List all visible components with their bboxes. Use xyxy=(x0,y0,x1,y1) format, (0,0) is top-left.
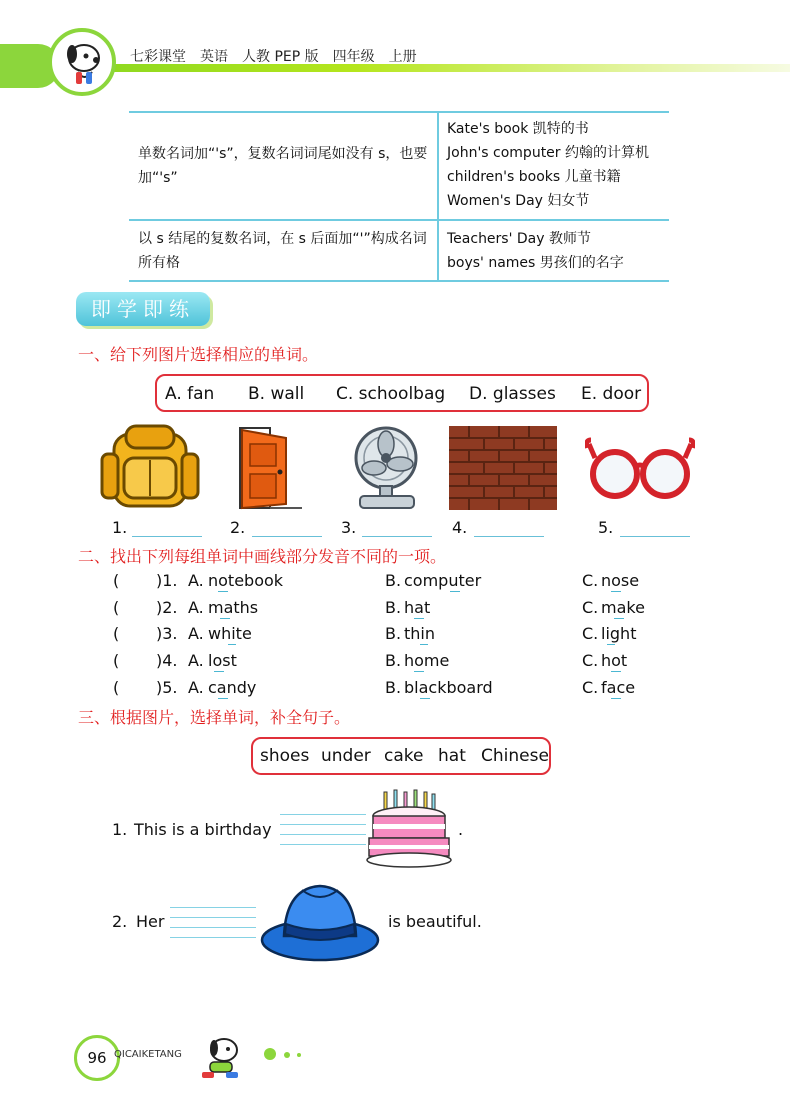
underline-mark xyxy=(607,644,615,645)
section-badge: 即学即练 xyxy=(76,292,210,326)
underline-mark xyxy=(228,644,236,645)
decorative-dot xyxy=(284,1052,290,1058)
dog-mascot-icon xyxy=(52,32,112,92)
option-b-label: B. xyxy=(385,598,402,617)
picture-number: 2. xyxy=(230,518,246,537)
schoolbag-picture xyxy=(100,424,200,510)
answer-blank[interactable] xyxy=(362,535,432,537)
example: Teachers' Day 教师节 xyxy=(447,231,591,247)
option-b-label: B. xyxy=(385,678,402,697)
option-c-word: nose xyxy=(601,571,640,590)
word-option: B. wall xyxy=(248,384,305,404)
answer-blank[interactable] xyxy=(132,535,202,537)
answer-lines[interactable] xyxy=(280,805,366,845)
answer-lines[interactable] xyxy=(170,898,256,938)
option-b-word: blackboard xyxy=(404,678,493,697)
sentence-number: 2. xyxy=(112,912,128,931)
mascot-logo xyxy=(48,28,116,96)
underline-mark xyxy=(614,618,624,619)
table-row-2-rule: 以 s 结尾的复数名词，在 s 后面加“'”构成名词所有格 xyxy=(138,231,427,271)
option-b-word: hat xyxy=(404,598,431,617)
underline-mark xyxy=(218,591,228,592)
table-top-border xyxy=(129,111,669,113)
picture-number: 4. xyxy=(452,518,468,537)
example: Women's Day 妇女节 xyxy=(447,193,590,209)
brick-wall-picture xyxy=(449,426,557,510)
word-option: A. fan xyxy=(165,384,215,404)
option-c-word: face xyxy=(601,678,636,697)
footer-brand: QICAIKETANG xyxy=(114,1049,182,1060)
option-b-label: B. xyxy=(385,624,402,643)
underline-mark xyxy=(420,698,430,699)
underline-mark xyxy=(611,671,621,672)
option-a-label: A. xyxy=(188,678,204,697)
example: boys' names 男孩们的名字 xyxy=(447,255,624,271)
underline-mark xyxy=(220,618,230,619)
table-row-1-rule: 单数名词加“'s”，复数名词词尾如没有 s，也要加“'s” xyxy=(138,146,428,186)
option-c-label: C. xyxy=(582,678,599,697)
sentence-number: 1. xyxy=(112,820,128,839)
answer-blank[interactable] xyxy=(474,535,544,537)
underline-mark xyxy=(611,591,621,592)
header-title: 七彩课堂 英语 人教 PEP 版 四年级 上册 xyxy=(130,49,417,65)
decorative-dot xyxy=(297,1053,301,1057)
option-c-label: C. xyxy=(582,624,599,643)
question-number: )5. xyxy=(156,678,178,697)
underline-mark xyxy=(611,698,621,699)
table-mid-border xyxy=(129,219,669,221)
question-paren[interactable]: ( xyxy=(113,624,120,643)
table-bottom-border xyxy=(129,280,669,282)
option-c-word: light xyxy=(601,624,637,643)
page-number: 96 xyxy=(74,1035,120,1081)
question-number: )4. xyxy=(156,651,178,670)
option-a-label: A. xyxy=(188,624,204,643)
door-picture xyxy=(236,424,306,512)
option-b-word: home xyxy=(404,651,450,670)
table-row-1-examples xyxy=(447,117,667,213)
option-c-label: C. xyxy=(582,651,599,670)
question-number: )1. xyxy=(156,571,178,590)
option-a-word: maths xyxy=(208,598,259,617)
option-b-label: B. xyxy=(385,651,402,670)
part2-title: 二、找出下列每组单词中画线部分发音不同的一项。 xyxy=(78,547,447,566)
word-option: D. glasses xyxy=(469,384,556,404)
word-option: E. door xyxy=(581,384,642,404)
table-row-2-examples xyxy=(447,227,667,275)
underline-mark xyxy=(218,698,228,699)
option-a-label: A. xyxy=(188,571,204,590)
birthday-cake-picture xyxy=(366,786,452,870)
option-a-word: candy xyxy=(208,678,257,697)
underline-mark xyxy=(420,644,428,645)
word-option: C. schoolbag xyxy=(336,384,446,404)
example: John's computer 约翰的计算机 xyxy=(447,145,650,161)
option-c-word: make xyxy=(601,598,645,617)
picture-number: 1. xyxy=(112,518,128,537)
answer-blank[interactable] xyxy=(252,535,322,537)
underline-mark xyxy=(214,671,224,672)
part1-title: 一、给下列图片选择相应的单词。 xyxy=(78,345,319,364)
word-option: shoes xyxy=(260,746,310,766)
example: children's books 儿童书籍 xyxy=(447,169,621,185)
word-option: cake xyxy=(384,746,424,766)
option-a-word: notebook xyxy=(208,571,284,590)
underline-mark xyxy=(414,671,424,672)
option-a-label: A. xyxy=(188,651,204,670)
picture-number: 3. xyxy=(341,518,357,537)
word-option: under xyxy=(321,746,371,766)
option-a-word: white xyxy=(208,624,252,643)
hat-picture xyxy=(258,880,382,964)
table-column-divider xyxy=(437,112,439,280)
option-b-word: computer xyxy=(404,571,482,590)
answer-blank[interactable] xyxy=(620,535,690,537)
word-option: hat xyxy=(438,746,466,766)
option-a-label: A. xyxy=(188,598,204,617)
option-b-word: thin xyxy=(404,624,435,643)
underline-mark xyxy=(414,618,424,619)
question-number: )2. xyxy=(156,598,178,617)
option-a-word: lost xyxy=(208,651,237,670)
option-c-word: hot xyxy=(601,651,628,670)
fan-picture xyxy=(340,424,436,510)
part3-title: 三、根据图片，选择单词，补全句子。 xyxy=(78,708,351,727)
sentence-text: Her xyxy=(136,912,165,931)
decorative-dot xyxy=(264,1048,276,1060)
question-paren[interactable]: ( xyxy=(113,571,120,590)
footer-mascot-icon xyxy=(196,1030,248,1082)
option-c-label: C. xyxy=(582,571,599,590)
question-paren[interactable]: ( xyxy=(113,651,120,670)
sentence-text: This is a birthday xyxy=(134,820,272,839)
option-c-label: C. xyxy=(582,598,599,617)
question-number: )3. xyxy=(156,624,178,643)
question-paren[interactable]: ( xyxy=(113,678,120,697)
question-paren[interactable]: ( xyxy=(113,598,120,617)
sentence-end: . xyxy=(458,820,464,839)
sentence-end: is beautiful. xyxy=(388,912,482,931)
word-option: Chinese xyxy=(481,746,549,766)
underline-mark xyxy=(450,591,460,592)
picture-number: 5. xyxy=(598,518,614,537)
glasses-picture xyxy=(585,430,695,506)
example: Kate's book 凯特的书 xyxy=(447,121,589,137)
option-b-label: B. xyxy=(385,571,402,590)
